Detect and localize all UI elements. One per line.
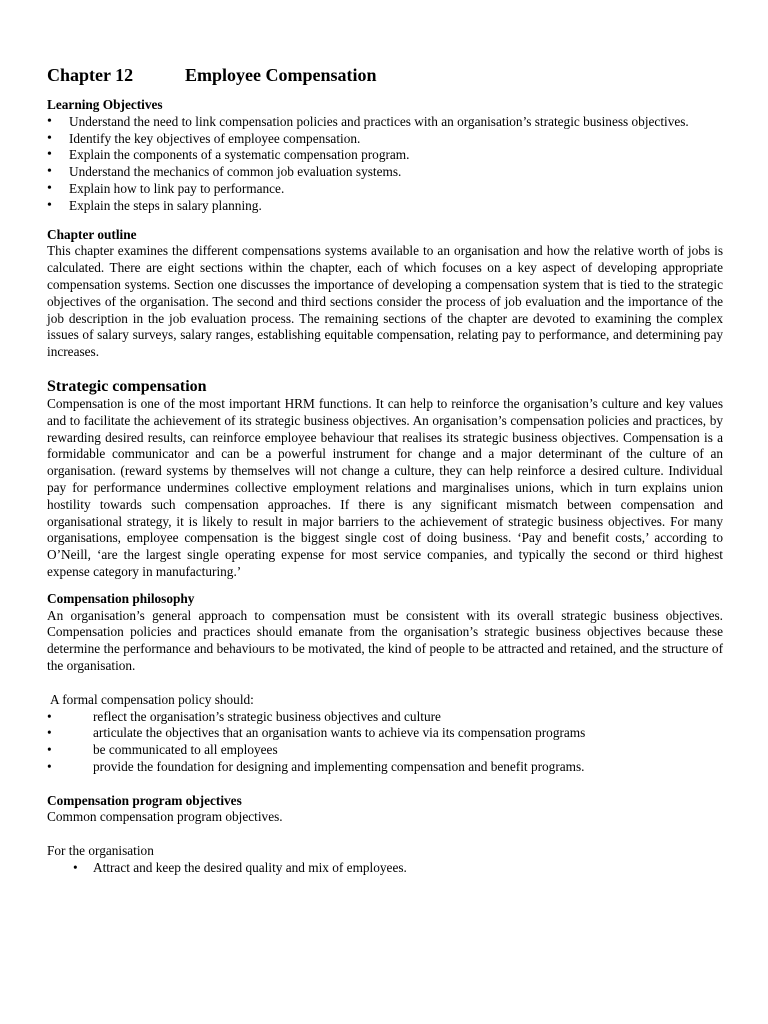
- spacer: [47, 675, 723, 692]
- for-organisation-label: For the organisation: [47, 843, 154, 859]
- compensation-philosophy-heading: Compensation philosophy: [47, 590, 195, 606]
- chapter-title: Employee Compensation: [185, 65, 377, 85]
- list-item: • Explain the steps in salary planning.: [47, 198, 723, 215]
- chapter-number: Chapter 12: [47, 65, 134, 85]
- organisation-objectives-list: [47, 860, 723, 877]
- list-item: • be communicated to all employees: [47, 742, 723, 759]
- list-item: • Identify the key objectives of employee compensation.: [47, 131, 723, 148]
- list-item: • provide the foundation for designing and implementing compensation and benefit programs.: [47, 759, 723, 776]
- spacer: [47, 826, 723, 843]
- strategic-compensation-text: Compensation is one of the most important HRM functions. It can help to reinforce the organisation’s culture and key values and to facilitate the achievement of its strategic business objectives. An organisation’s compensation policies and practices, by rewarding desired results, can reinforce employee behaviour that realises its strategic business objectives. Compensation is a formidable communicator and can be a powerful instrument for change and a major determinant of the culture of an organisation. (reward systems by themselves will not change a culture, they can help reinforce a desired culture. Individual pay for performance undermines collective employment relations and marginalises unions, which in turn explains union hostility towards such compensation approaches. If there is any significant mismatch between compensation and organisational strategy, it is likely to result in major barriers to the achievement of strategic business objectives. For many organisations, employee compensation is the biggest single cost of doing business. ‘Pay and benefit costs,’ according to O’Neill, ‘are the largest single operating expense for most service companies, and typically the second or third highest expense category in manufacturing.’: [47, 395, 723, 579]
- chapter-heading: [47, 64, 723, 86]
- spacer: [47, 581, 723, 591]
- spacer: [47, 361, 723, 377]
- document-page: [47, 64, 723, 877]
- list-item: • Understand the mechanics of common job evaluation systems.: [47, 164, 723, 181]
- list-item: • reflect the organisation’s strategic business objectives and culture: [47, 709, 723, 726]
- list-item: • Explain the components of a systematic compensation program.: [47, 147, 723, 164]
- policy-list: [47, 709, 723, 776]
- chapter-outline-heading: Chapter outline: [47, 226, 137, 242]
- policy-intro: A formal compensation policy should:: [50, 691, 254, 707]
- learning-objectives-list: [47, 114, 723, 215]
- list-item: • Understand the need to link compensation policies and practices with an organisation’s strategic business objectives.: [47, 114, 723, 131]
- list-item: • Attract and keep the desired quality and mix of employees.: [47, 860, 723, 877]
- program-objectives-heading: Compensation program objectives: [47, 792, 242, 808]
- program-objectives-text: Common compensation program objectives.: [47, 809, 283, 825]
- strategic-compensation-heading: Strategic compensation: [47, 377, 207, 395]
- chapter-outline-text: This chapter examines the different compensations systems available to an organisation and how the relative worth of jobs is calculated. There are eight sections within the chapter, each of which focuses on a key aspect of developing appropriate compensation systems. Section one discusses the importance of developing a compensation system that is tied to the strategic objectives of the organisation. The second and third sections consider the process of job evaluation and the importance of the job description in the job evaluation process. The remaining sections of the chapter are devoted to examining the complex issues of salary surveys, salary ranges, establishing equitable compensation, relating pay to performance, and determining pay increases.: [47, 243, 723, 360]
- learning-objectives-heading: Learning Objectives: [47, 97, 163, 112]
- list-item: • articulate the objectives that an organisation wants to achieve via its compensation programs: [47, 725, 723, 742]
- list-item: • Explain how to link pay to performance.: [47, 181, 723, 198]
- compensation-philosophy-text: An organisation’s general approach to compensation must be consistent with its overall strategic business objectives. Compensation policies and practices should emanate from the organisation’s strategic business objectives because these determine the performance and behaviours to be motivated, the kind of people to be attracted and retained, and the structure of the organisation.: [47, 607, 723, 673]
